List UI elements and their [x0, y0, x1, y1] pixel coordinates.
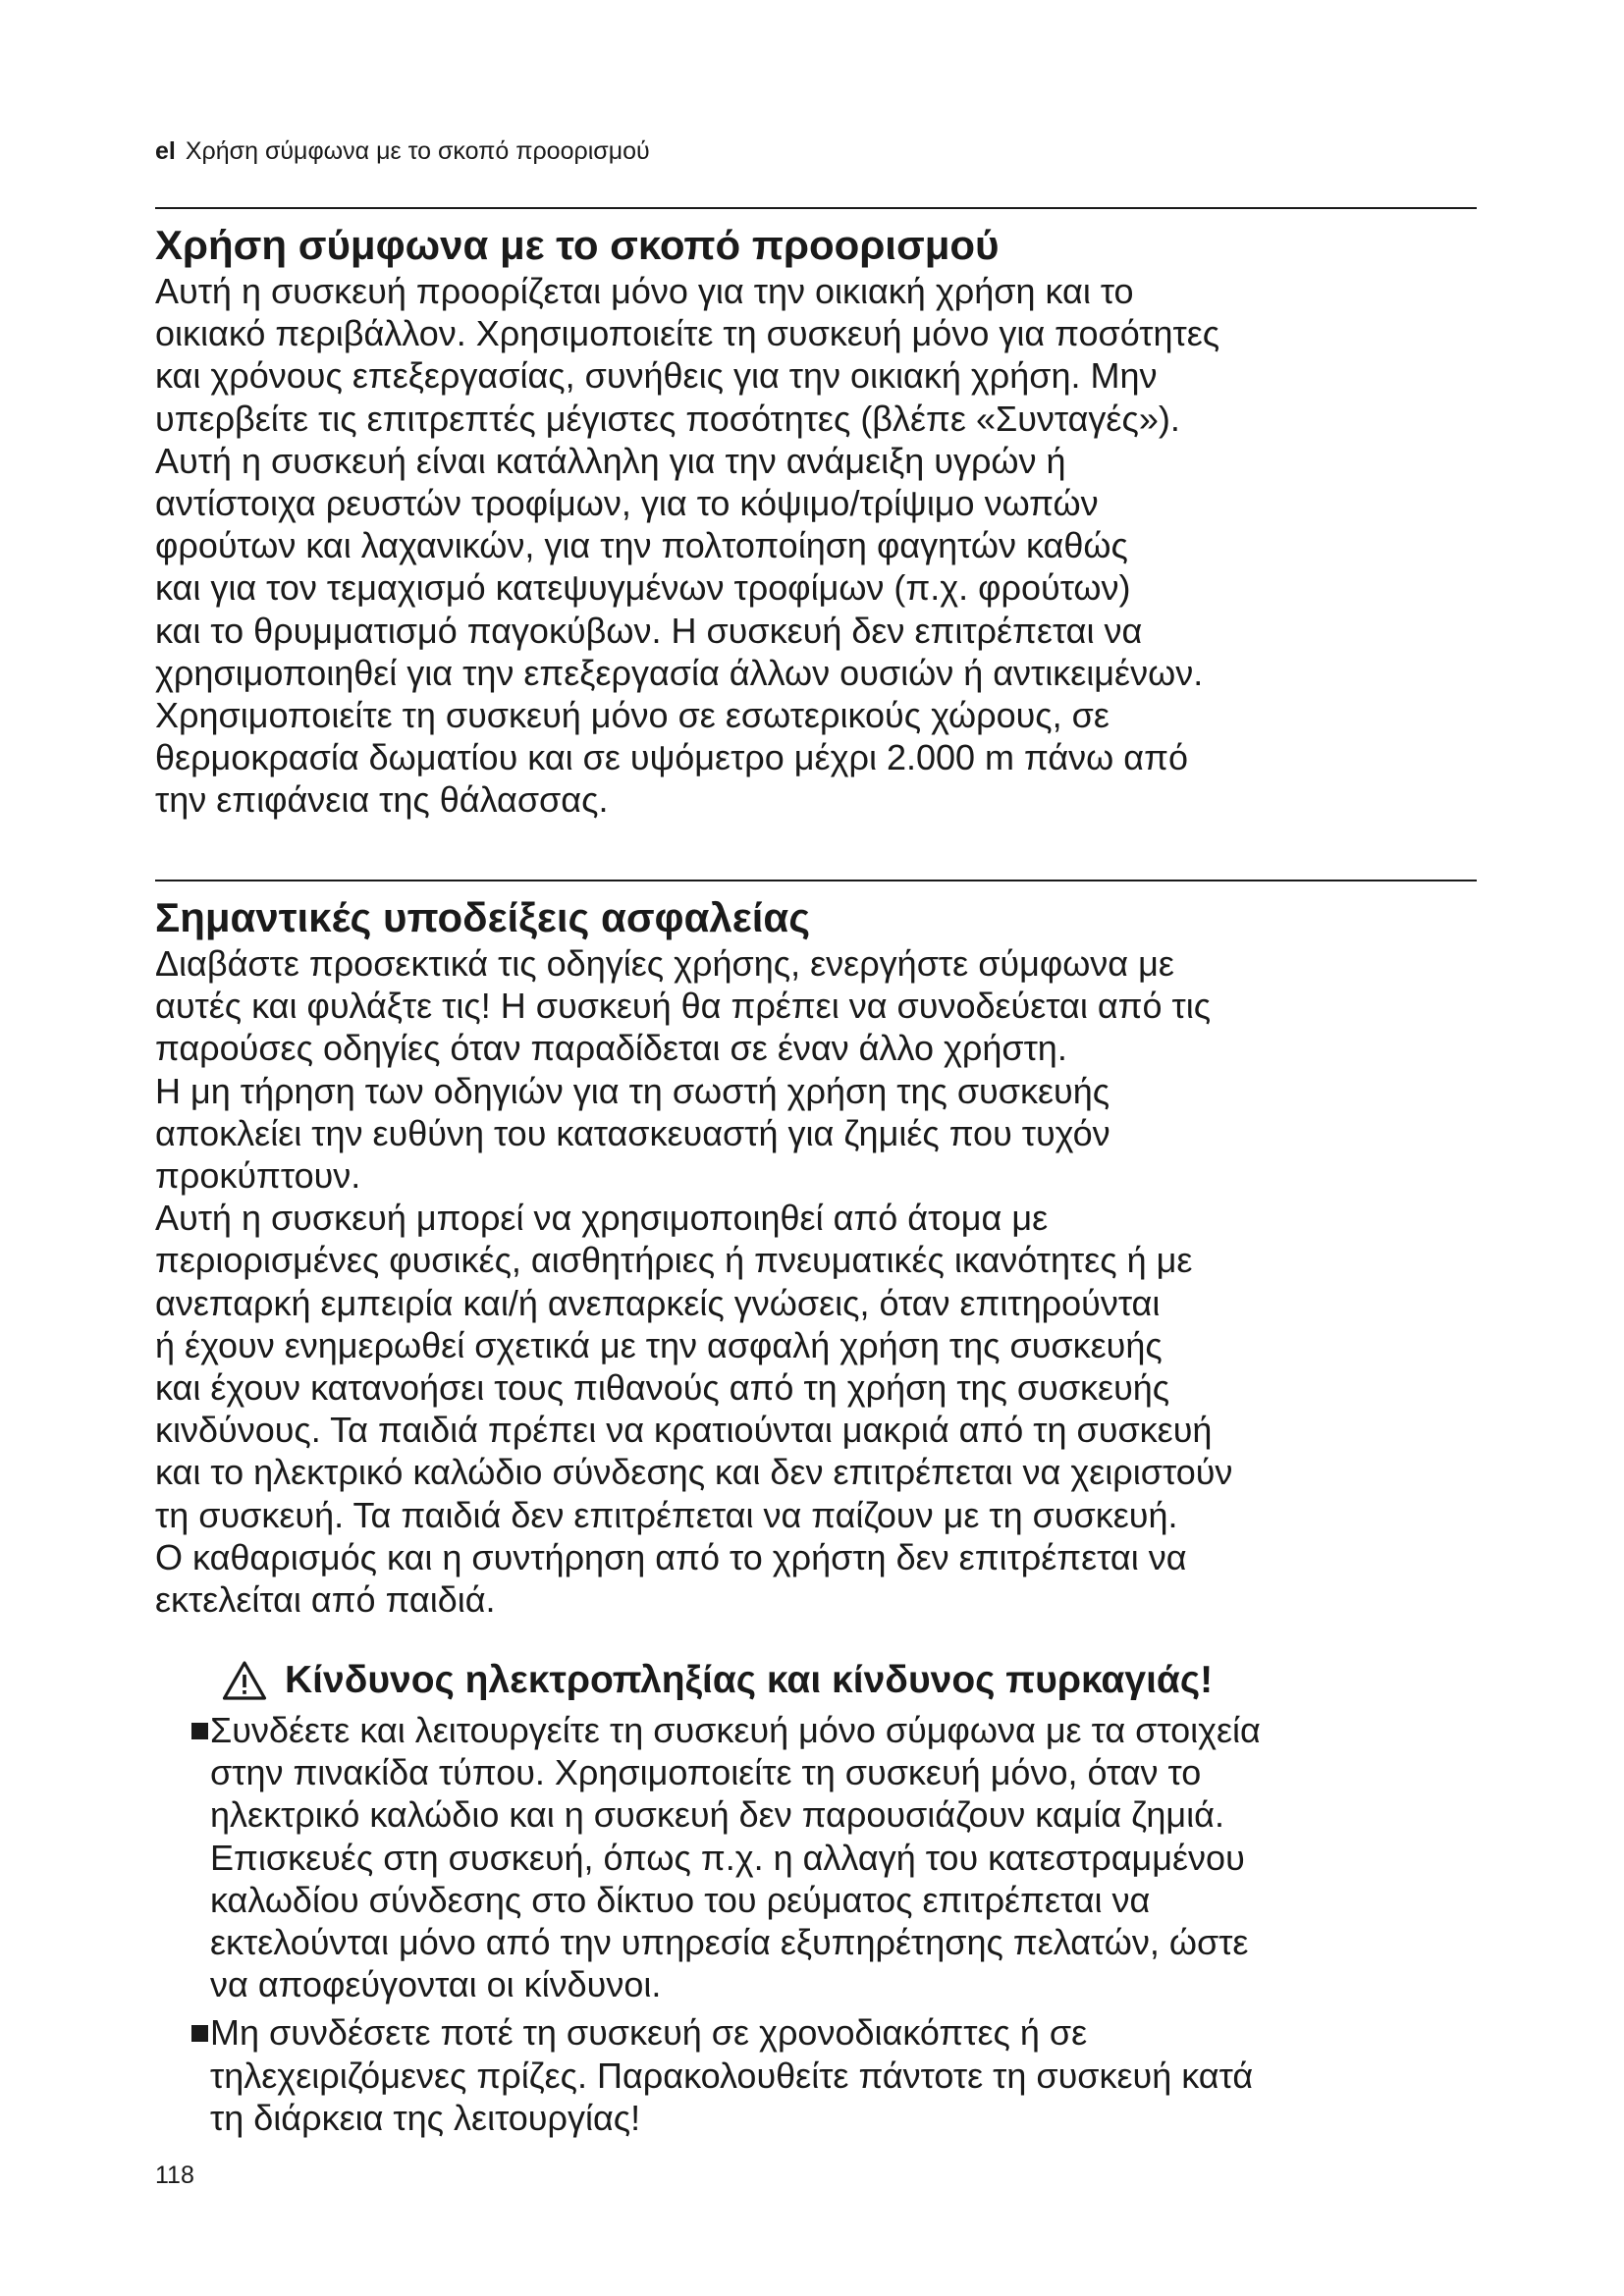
- running-header: [155, 135, 650, 167]
- body-line: χρησιμοποιηθεί για την επεξεργασία άλλων ουσιών ή αντικειμένων.: [155, 652, 1204, 693]
- section-body: [155, 942, 1490, 1621]
- body-line: την επιφάνεια της θάλασσας.: [155, 779, 609, 821]
- bullet-square-icon: [191, 2025, 208, 2042]
- warning-list: [155, 1709, 1490, 2139]
- bullet-line: Επισκευές στη συσκευή, όπως π.χ. η αλλαγή του κατεστραμμένου: [210, 1837, 1245, 1878]
- section-divider: [155, 207, 1477, 209]
- body-line: και το θρυμματισμό παγοκύβων. Η συσκευή δεν επιτρέπεται να: [155, 610, 1143, 651]
- bullet-line: Μη συνδέσετε ποτέ τη συσκευή σε χρονοδιακόπτες ή σε: [210, 2012, 1088, 2054]
- body-line: αντίστοιχα ρευστών τροφίμων, για το κόψιμο/τρίψιμο νωπών: [155, 483, 1099, 524]
- section-intended-use: [155, 221, 1490, 822]
- section-divider: [155, 880, 1477, 881]
- body-line: αποκλείει την ευθύνη του κατασκευαστή για ζημιές που τυχόν: [155, 1112, 1110, 1153]
- body-line: τη συσκευή. Τα παιδιά δεν επιτρέπεται να παίζουν με τη συσκευή.: [155, 1494, 1178, 1535]
- bullet-line: καλωδίου σύνδεσης στο δίκτυο του ρεύματος επιτρέπεται να: [210, 1879, 1151, 1920]
- bullet-line: στην πινακίδα τύπου. Χρησιμοποιείτε τη συσκευή μόνο, όταν το: [210, 1752, 1202, 1793]
- section-body: [155, 270, 1490, 822]
- body-line: ή έχουν ενημερωθεί σχετικά με την ασφαλή χρήση της συσκευής: [155, 1324, 1163, 1365]
- section-heading: Σημαντικές υποδείξεις ασφαλείας: [155, 894, 811, 940]
- body-line: Διαβάστε προσεκτικά τις οδηγίες χρήσης, ενεργήστε σύμφωνα με: [155, 943, 1174, 984]
- running-header-title: Χρήση σύμφωνα με το σκοπό προορισμού: [185, 137, 650, 165]
- warning-heading: [222, 1655, 1213, 1706]
- body-line: υπερβείτε τις επιτρεπτές μέγιστες ποσότητες (βλέπε «Συνταγές»).: [155, 398, 1180, 439]
- list-item: [155, 2011, 1490, 2139]
- body-line: περιορισμένες φυσικές, αισθητήριες ή πνευματικές ικανότητες ή με: [155, 1240, 1193, 1281]
- body-line: οικιακό περιβάλλον. Χρησιμοποιείτε τη συσκευή μόνο για ποσότητες: [155, 313, 1220, 354]
- warning-triangle-icon: [222, 1660, 267, 1701]
- body-line: Χρησιμοποιείτε τη συσκευή μόνο σε εσωτερικούς χώρους, σε: [155, 695, 1110, 736]
- bullet-line: εκτελούνται μόνο από την υπηρεσία εξυπηρέτησης πελατών, ώστε: [210, 1922, 1249, 1963]
- body-line: φρούτων και λαχανικών, για την πολτοποίηση φαγητών καθώς: [155, 525, 1128, 566]
- bullet-line: τη διάρκεια της λειτουργίας!: [210, 2097, 641, 2138]
- bullet-line: να αποφεύγονται οι κίνδυνοι.: [210, 1964, 662, 2005]
- section-safety-instructions: [155, 893, 1490, 1621]
- body-line: Ο καθαρισμός και η συντήρηση από το χρήστη δεν επιτρέπεται να: [155, 1536, 1187, 1577]
- bullet-line: τηλεχειριζόμενες πρίζες. Παρακολουθείτε πάντοτε τη συσκευή κατά: [210, 2055, 1254, 2096]
- section-heading: Χρήση σύμφωνα με το σκοπό προορισμού: [155, 222, 1000, 268]
- body-line: και χρόνους επεξεργασίας, συνήθεις για την οικιακή χρήση. Μην: [155, 355, 1158, 397]
- body-line: και το ηλεκτρικό καλώδιο σύνδεσης και δεν επιτρέπεται να χειριστούν: [155, 1452, 1233, 1493]
- body-line: Αυτή η συσκευή είναι κατάλληλη για την ανάμειξη υγρών ή: [155, 440, 1066, 481]
- body-line: παρούσες οδηγίες όταν παραδίδεται σε έναν άλλο χρήστη.: [155, 1028, 1067, 1069]
- body-line: και έχουν κατανοήσει τους πιθανούς από τη χρήση της συσκευής: [155, 1367, 1170, 1409]
- body-line: εκτελείται από παιδιά.: [155, 1579, 496, 1621]
- body-line: αυτές και φυλάξτε τις! Η συσκευή θα πρέπει να συνοδεύεται από τις: [155, 986, 1212, 1027]
- bullet-square-icon: [191, 1723, 208, 1739]
- language-code: el: [155, 137, 176, 165]
- body-line: Αυτή η συσκευή μπορεί να χρησιμοποιηθεί από άτομα με: [155, 1198, 1049, 1239]
- bullet-line: Συνδέετε και λειτουργείτε τη συσκευή μόνο σύμφωνα με τα στοιχεία: [210, 1710, 1261, 1750]
- body-line: προκύπτουν.: [155, 1155, 361, 1197]
- warning-title: Κίνδυνος ηλεκτροπληξίας και κίνδυνος πυρκαγιάς!: [285, 1659, 1214, 1701]
- body-line: ανεπαρκή εμπειρία και/ή ανεπαρκείς γνώσεις, όταν επιτηρούνται: [155, 1282, 1161, 1323]
- bullet-line: ηλεκτρικό καλώδιο και η συσκευή δεν παρουσιάζουν καμία ζημιά.: [210, 1794, 1224, 1836]
- body-line: θερμοκρασία δωματίου και σε υψόμετρο μέχρι 2.000 m πάνω από: [155, 737, 1188, 778]
- body-line: Η μη τήρηση των οδηγιών για τη σωστή χρήση της συσκευής: [155, 1070, 1110, 1111]
- body-line: Αυτή η συσκευή προορίζεται μόνο για την οικιακή χρήση και το: [155, 271, 1134, 311]
- body-line: κινδύνους. Τα παιδιά πρέπει να κρατιούνται μακριά από τη συσκευή: [155, 1410, 1213, 1451]
- list-item: [155, 1709, 1490, 2005]
- body-line: και για τον τεμαχισμό κατεψυγμένων τροφίμων (π.χ. φρούτων): [155, 567, 1131, 609]
- page-number: 118: [155, 2162, 194, 2189]
